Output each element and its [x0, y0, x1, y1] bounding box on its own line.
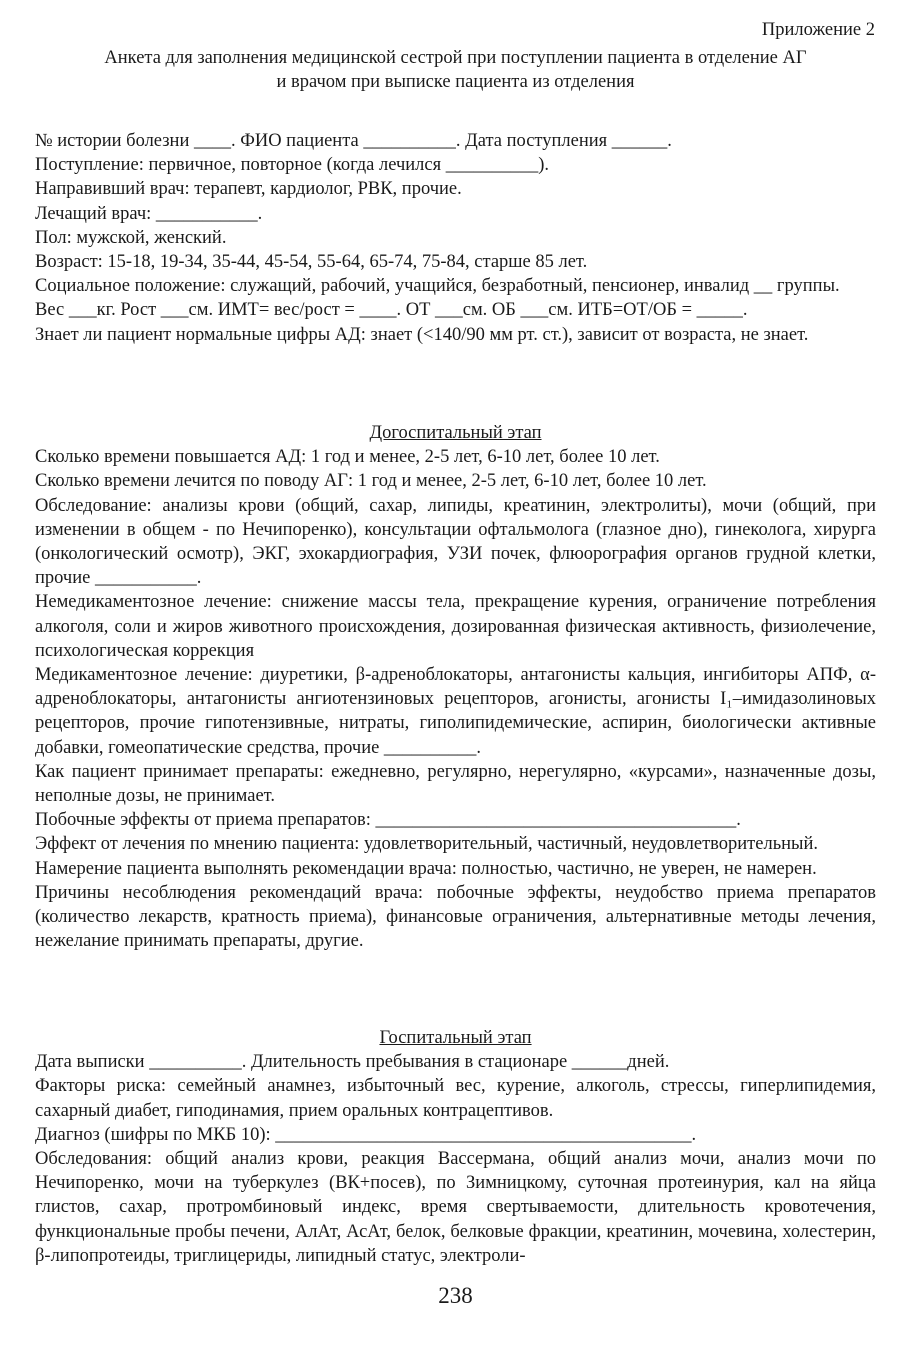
prehospital-item: Сколько времени повышается АД: 1 год и менее, 2-5 лет, 6-10 лет, более 10 лет.	[35, 447, 660, 468]
form-line-sex: Пол: мужской, женский.	[35, 227, 227, 248]
form-line-admission: Поступление: первичное, повторное (когда лечился __________).	[35, 155, 550, 176]
page-title	[30, 46, 881, 94]
form-line-age: Возраст: 15-18, 19-34, 35-44, 45-54, 55-64, 65-74, 75-84, старше 85 лет.	[35, 252, 588, 273]
form-line-bp-knowledge: Знает ли пациент нормальные цифры АД: знает (<140/90 мм рт. ст.), зависит от возраста, не знает.	[35, 324, 809, 345]
section-heading-hospital: Госпитальный этап	[379, 1028, 532, 1048]
hospital-item: Диагноз (шифры по МКБ 10): _____________________________________________.	[35, 1124, 697, 1145]
page-number: 238	[438, 1283, 473, 1308]
form-line-attending-doctor: Лечащий врач: ___________.	[35, 203, 263, 224]
intro-section	[35, 129, 876, 347]
title-line-1: Анкета для заполнения медицинской сестрой при поступлении пациента в отделение АГ	[104, 48, 807, 68]
title-line-2: и врачом при выписке пациента из отделения	[276, 72, 635, 92]
prehospital-item: Эффект от лечения по мнению пациента: удовлетворительный, частичный, неудовлетворительный.	[35, 834, 819, 855]
section-heading-prehospital: Догоспитальный этап	[369, 423, 542, 443]
form-line-history: № истории болезни ____. ФИО пациента __________. Дата поступления ______.	[35, 131, 672, 151]
prehospital-item: Причины несоблюдения рекомендаций врача: побочные эффекты, неудобство приема препаратов (количество лекарств, кратность приема), финансовые ограничения, альтернативные методы лечения, нежелание принимать препараты, другие.	[35, 882, 876, 952]
prehospital-item: Как пациент принимает препараты: ежедневно, регулярно, нерегулярно, «курсами», назначенные дозы, неполные дозы, не принимает.	[35, 761, 876, 807]
form-line-measurements: Вес ___кг. Рост ___см. ИМТ= вес/рост = ____. ОТ ___см. ОБ ___см. ИТБ=ОТ/ОБ = _____.	[35, 300, 748, 321]
appendix-label: Приложение 2	[761, 20, 875, 40]
prehospital-item: Немедикаментозное лечение: снижение массы тела, прекращение курения, ограничение потребления алкоголя, соли и жиров животного происхождения, дозированная физическая активность, физиолечение, психологическая коррекция	[35, 592, 876, 661]
prehospital-item: Медикаментозное лечение: диуретики, β-адреноблокаторы, антагонисты кальция, ингибиторы АПФ, α-адреноблокаторы, антагонисты ангиотензиновых рецепторов, агонисты, агонисты I₁–имидазолиновых рецепторов, прочие гипотензивные, нитраты, гиполипидемические, аспирин, биологически активные добавки, гомеопатические средства, прочие __________.	[35, 665, 876, 758]
form-line-social-status: Социальное положение: служащий, рабочий, учащийся, безработный, пенсионер, инвалид __ группы.	[35, 276, 840, 297]
prehospital-item: Обследование: анализы крови (общий, сахар, липиды, креатинин, электролиты), мочи (общий, при изменении в общем - по Нечипоренко), консультации офтальмолога (глазное дно), гинеколога, хирурга (онкологический осмотр), ЭКГ, эхокардиография, УЗИ почек, флюорография органов грудной клетки, прочие ___________.	[35, 495, 876, 589]
hospital-item: Факторы риска: семейный анамнез, избыточный вес, курение, алкоголь, стрессы, гиперлипидемия, сахарный диабет, гиподинамия, прием оральных контрацептивов.	[35, 1076, 876, 1121]
hospital-item: Дата выписки __________. Длительность пребывания в стационаре ______дней.	[35, 1052, 670, 1073]
prehospital-item: Сколько времени лечится по поводу АГ: 1 год и менее, 2-5 лет, 6-10 лет, более 10 лет.	[35, 471, 707, 492]
prehospital-item: Побочные эффекты от приема препаратов: _______________________________________.	[35, 810, 741, 831]
hospital-section	[35, 1026, 876, 1268]
prehospital-section	[35, 421, 876, 953]
form-line-referring-doctor: Направивший врач: терапевт, кардиолог, РВК, прочие.	[35, 179, 462, 200]
hospital-item: Обследования: общий анализ крови, реакция Вассермана, общий анализ мочи, анализ мочи по Нечипоренко, мочи на туберкулез (ВК+посев), по Зимницкому, суточная протеинурия, кал на яйца глистов, сахар, протромбиновый индекс, время свертываемости, длительность кровотечения, функциональные пробы печени, АлАт, АсАт, белок, белковые фракции, креатинин, мочевина, холестерин, β-липопротеиды, триглицериды, липидный статус, электроли-	[35, 1149, 876, 1266]
prehospital-item: Намерение пациента выполнять рекомендации врача: полностью, частично, не уверен, не намерен.	[35, 858, 817, 879]
